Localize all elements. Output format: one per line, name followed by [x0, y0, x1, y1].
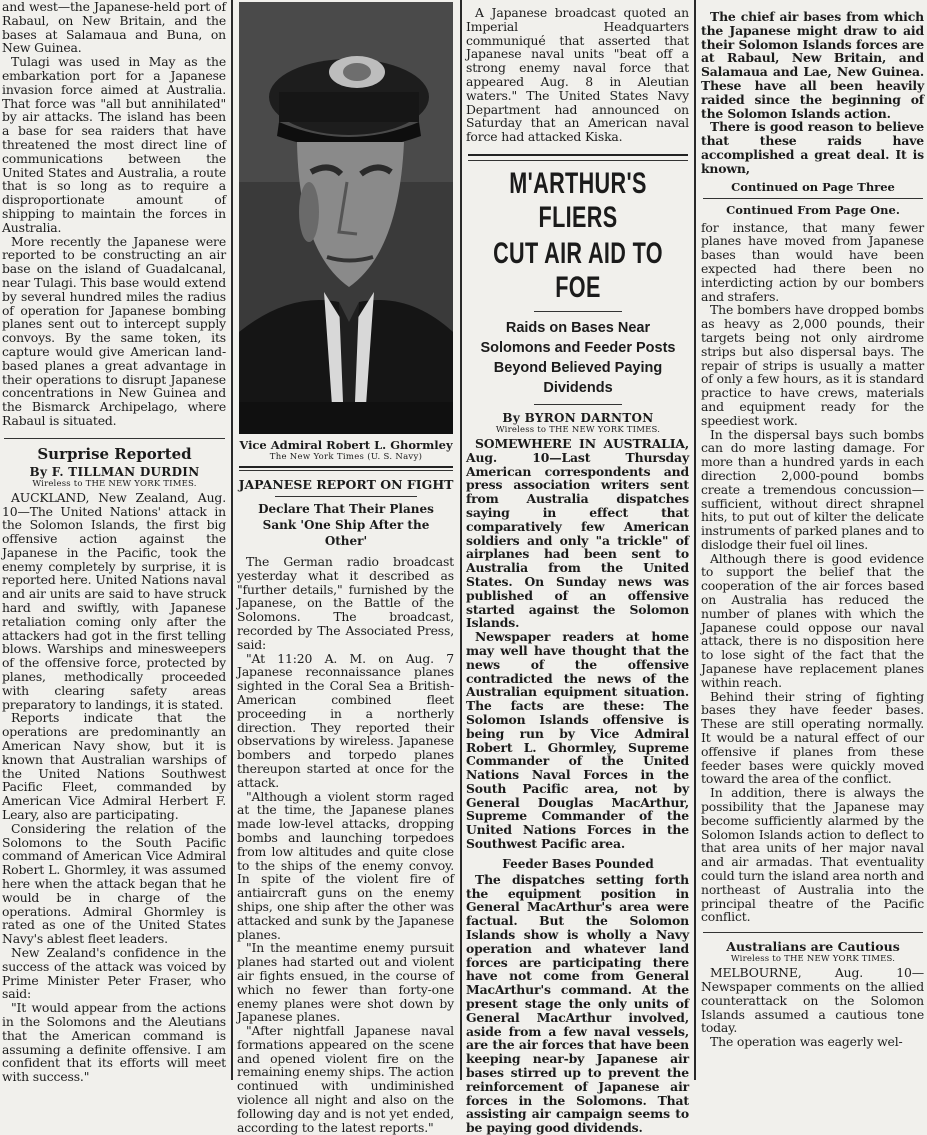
paragraph: AUCKLAND, New Zealand, Aug. 10—The United Nations' attack in the Solomon Islands, the first big offensive action against the Japanese in the Pacific, took the enemy completely by surprise, it is reported here. United Nations naval and air units are said to have struck hard and swiftly, with Japanese retaliation coming only after the attackers had got in the first telling blows. Warships and minesweepers of the offensive force, protected by planes, methodically proceeded with clearing safety areas preparatory to landings, it is stated. — [2, 489, 226, 712]
column-3 — [464, 0, 692, 1135]
paragraph: The dispatches setting forth the equipment position in General MacArthur's area were factual. But the Solomon Islands show is wholly a Navy operation and whatever land forces are participating there have not come from General MacArthur's command. At the present stage the only units of General MacArthur involved, aside from a few naval vessels, are the air forces that have been keeping near-by Japanese air bases stirred up to prevent the reinforcement of Japanese air forces in the Solomons. That assisting air campaign seems to be paying good dividends. — [466, 871, 689, 1135]
paragraph: Behind their string of fighting bases they have feeder bases. These are still operating normally. It would be a natural effect of our offensive if planes from these feeder bases were quickly moved toward the area of the conflict. — [701, 688, 924, 787]
admiral-portrait-illustration — [239, 2, 453, 434]
paragraph: and west—the Japanese-held port of Rabaul, on New Britain, and the bases at Salamaua and Buna, on New Guinea. — [2, 0, 226, 56]
paragraph: "At 11:20 A. M. on Aug. 7 Japanese reconnaissance planes sighted in the Coral Sea a British-American combined fleet proceeding in a northerly direction. They reported their observations by wireless. Japanese bombers and torpedo planes thereupon started at once for the attack. — [237, 650, 454, 790]
paragraph: "In the meantime enemy pursuit planes had started out and violent air fights ensued, in the course of which no fewer than forty-one enemy planes were shot down by Japanese planes. — [237, 940, 454, 1025]
photo-credit: The New York Times (U. S. Navy) — [269, 452, 423, 462]
paragraph: for instance, that many fewer planes have moved from Japanese bases than would have been expected had there been no interdicting action by our bombers and strafers. — [701, 219, 924, 304]
paragraph: The bombers have dropped bombs as heavy as 2,000 pounds, their targets being not only airdrome strips but also dispersal bays. The repair of strips is usually a matter of only a few hours, as it is standard practice to have crews, materials and equipment ready for the speediest work. — [701, 302, 924, 428]
headline-macarthur-fliers-line-2: CUT AIR AID TO FOE — [493, 236, 663, 304]
wire-credit: Wireless to THE NEW YORK TIMES. — [32, 478, 197, 489]
divider — [703, 198, 923, 199]
paragraph: SOMEWHERE IN AUSTRALIA, Aug. 10—Last Thursday American correspondents and press association writers sent from Australia dispatches saying in effect that comparatively few American soldiers and only "a trickle" of airplanes had been sent to Australia from the United States. On Sunday news was published of an offensive started against the Solomon Islands. — [466, 435, 689, 631]
column-rule — [694, 0, 696, 1080]
paragraph: In addition, there is always the possibility that the Japanese may become sufficiently alarmed by the Solomon Islands action to deflect to that area units of her major naval and air armadas. That eventuality could turn the island area north and northeast of Australia into the principal theatre of the Pacific conflict. — [701, 785, 924, 925]
divider — [468, 154, 688, 156]
divider — [4, 438, 225, 439]
column-2 — [235, 0, 457, 1135]
paragraph: Reports indicate that the operations are predominantly an American Navy show, but it is known that Australian warships of the United Nations Southwest Pacific Fleet, commanded by American Vice Admiral Herbert F. Leary, also are participating. — [2, 710, 226, 823]
paragraph: "Although a violent storm raged at the time, the Japanese planes made low-level attacks, dropping bombs and launching torpedoes from low altitudes and quite close to the ships of the enemy convoy. In spite of the violent fire of antiaircraft guns on the enemy ships, one ship after the other was attacked and sunk by the Japanese planes. — [237, 788, 454, 942]
paragraph: MELBOURNE, Aug. 10—Newspaper comments on the allied counterattack on the Solomon Islands assumed a cautious tone today. — [701, 965, 924, 1036]
paragraph: In the dispersal bays such bombs can do more lasting damage. For more than a hundred yards in each direction 2,000-pound bombs create a tremendous concussion—sufficient, without direct shrapnel hits, to put out of kilter the delicate instruments of parked planes and to dislodge their fuel oil lines. — [701, 426, 924, 552]
continued-on-line: Continued on Page Three — [731, 179, 895, 194]
divider — [703, 932, 923, 933]
wire-credit: Wireless to THE NEW YORK TIMES. — [730, 954, 896, 965]
paragraph: Considering the relation of the Solomons to the South Pacific command of American Vice Admiral Robert L. Ghormley, it was assumed here when the attack began that he would be in charge of the operations. Admiral Ghormley is rated as one of the United States Navy's ablest fleet leaders. — [2, 820, 226, 947]
paragraph: The German radio broadcast yesterday what it described as "further details," furnished by the Japanese, on the Battle of the Solomons. The broadcast, recorded by The Associated Press, said: — [237, 554, 454, 652]
paragraph: Newspaper readers at home may well have thought that the news of the offensive contradicted the news of the Australian equipment situation. The facts are these: The Solomon Islands offensive is being run by Vice Admiral Robert L. Ghormley, Supreme Commander of the United Nations Naval Forces in the South Pacific area, not by General Douglas MacArthur, Supreme Commander of the United Nations Forces in the Southwest Pacific area. — [466, 629, 689, 852]
divider — [239, 470, 453, 471]
continued-from-line: Continued From Page One. — [726, 202, 900, 217]
headline-deck: Raids on Bases Near Solomons and Feeder Posts Beyond Believed Paying Dividends — [480, 319, 676, 396]
paragraph: "After nightfall Japanese naval formations appeared on the scene and opened violent fire on the remaining enemy ships. The action continued with undiminished violence all night and also on the following day and is not yet ended, according to the latest reports." — [237, 1023, 454, 1135]
headline-surprise-reported: Surprise Reported — [37, 444, 192, 463]
paragraph: A Japanese broadcast quoted an Imperial Headquarters communiqué that asserted that Japanese naval units "beat off a strong enemy naval force that appeared Aug. 8 in Aleutian waters." The United States Navy Department had announced on Saturday that an American naval force had attacked Kiska. — [466, 5, 689, 145]
subhead-feeder-bases: Feeder Bases Pounded — [502, 856, 654, 871]
paragraph: More recently the Japanese were reported to be constructing an air base on the island of Guadalcanal, near Tulagi. This base would extend by several hundred miles the radius of operation for Japanese bombing planes sent out to intercept supply convoys. By the same token, its capture would give American land-based planes a great advantage in their operations to disrupt Japanese concentrations in New Guinea and the Bismarck Archipelago, where Rabaul is situated. — [2, 233, 226, 428]
divider — [468, 160, 688, 161]
paragraph: New Zealand's confidence in the success of the attack was voiced by Prime Minister Peter Fraser, who said: — [2, 945, 226, 1002]
admiral-portrait-photo — [239, 2, 453, 434]
headline-australians-cautious: Australians are Cautious — [726, 939, 900, 955]
divider — [534, 311, 622, 312]
wire-credit: Wireless to THE NEW YORK TIMES. — [495, 424, 661, 435]
column-rule — [460, 0, 462, 1080]
byline: By BYRON DARNTON — [502, 410, 654, 425]
divider — [534, 404, 622, 405]
paragraph: The operation was eagerly wel- — [710, 1034, 903, 1050]
column-1 — [0, 0, 229, 1085]
paragraph: There is good reason to believe that these raids have accomplished a great deal. It is known, — [701, 119, 924, 176]
photo-caption: Vice Admiral Robert L. Ghormley — [239, 438, 453, 452]
paragraph: Although there is good evidence to support the belief that the cooperation of the air forces based on Australia has reduced the number of planes with which the Japanese could oppose our naval attack, there is no disposition here to lose sight of the fact that the Japanese have replacement planes within reach. — [701, 550, 924, 690]
column-4 — [699, 0, 927, 1080]
paragraph: Tulagi was used in May as the embarkation port for a Japanese invasion force aimed at Australia. That force was "all but annihilated" by air attacks. The island has been a base for sea raiders that have threatened the most direct line of communications between the United States and Australia, a route that is so long as to require a disproportionate amount of shipping to maintain the forces in Australia. — [2, 54, 226, 235]
divider — [239, 466, 453, 468]
subheadline: Declare That Their Planes Sank 'One Ship After the Other' — [258, 502, 434, 548]
column-rule — [231, 0, 233, 1080]
byline: By F. TILLMAN DURDIN — [29, 464, 200, 479]
paragraph: "It would appear from the actions in the Solomons and the Aleutians that the American command is assuming a definite offensive. I am confident that its efforts will meet with success." — [2, 1000, 226, 1085]
headline-japanese-report: JAPANESE REPORT ON FIGHT — [238, 477, 454, 492]
headline-macarthur-fliers-line-1: M'ARTHUR'S FLIERS — [509, 166, 647, 234]
divider — [275, 496, 417, 497]
paragraph: The chief air bases from which the Japanese might draw to aid their Solomon Islands forces are at Rabaul, New Britain, and Salamaua and Lae, New Guinea. These have all been heavily raided since the beginning of the Solomon Islands action. — [701, 9, 924, 121]
